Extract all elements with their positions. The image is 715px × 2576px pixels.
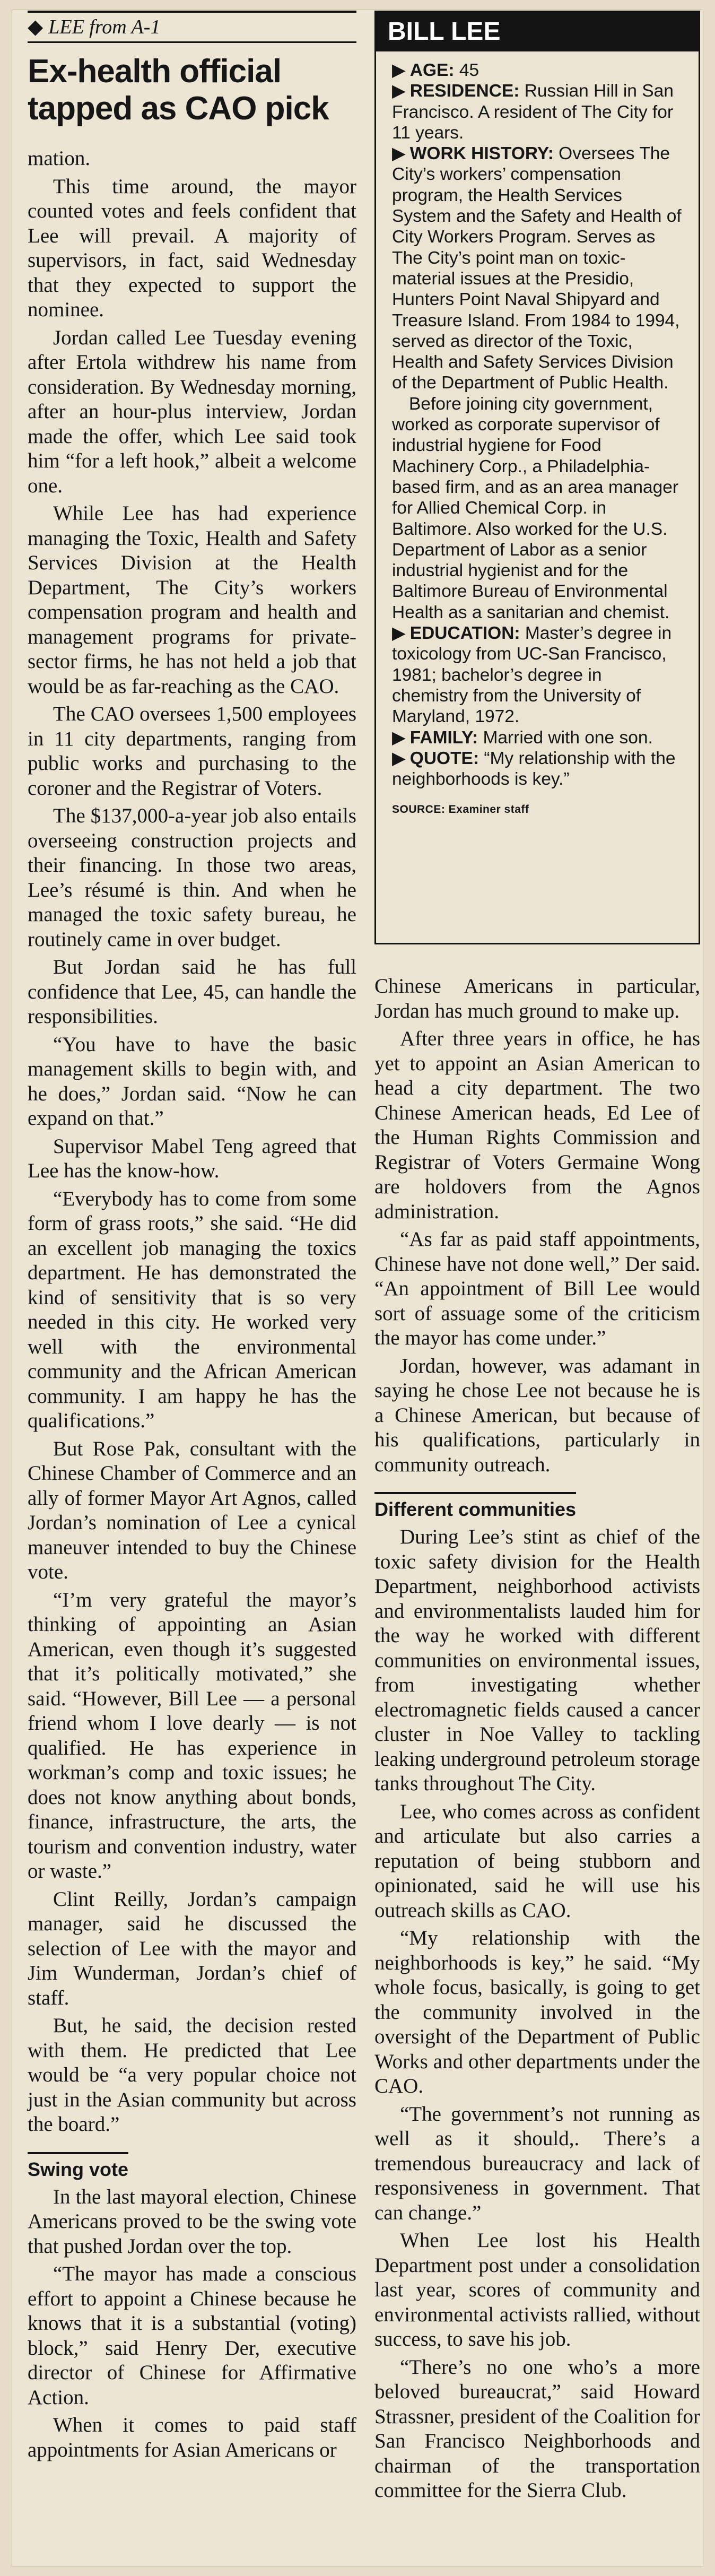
- fact-entry: [392, 60, 683, 81]
- triangle-bullet-icon: ▶: [392, 727, 406, 748]
- article-paragraph: When Lee lost his Health Department post under a consolidation last year, scores of community and environmental activists rallied, without success, to save his job.: [374, 2229, 700, 2351]
- fact-text: “My relationship with the neighborhoods is key.”: [392, 748, 676, 790]
- article-paragraph: “The government’s not running as well as it should,. There’s a tremendous bureaucracy and lack of responsiveness in government. That can change.”: [374, 2102, 700, 2224]
- article-paragraph: While Lee has had experience managing the Toxic, Health and Safety Services Division at the Health Department, The City’s workers compensation program and health and management programs for private-sector firms, he has not held a job that would be as far-reaching as the CAO.: [28, 502, 356, 698]
- fact-text: Married with one son.: [478, 727, 653, 748]
- fact-entry: [392, 81, 683, 143]
- fact-label: AGE:: [409, 60, 455, 80]
- fact-label: FAMILY:: [409, 727, 478, 748]
- article-paragraph: Supervisor Mabel Teng agreed that Lee has the know-how.: [28, 1134, 356, 1182]
- article-paragraph: “Everybody has to come from some form of grass roots,” she said. “He did an excellent job managing the toxics department. He has demonstrated the kind of sensitivity that is so very needed in this city. He worked very well with the environmental community and the African American community. I am happy he has the qualifications.”: [28, 1187, 356, 1432]
- article-paragraph: Clint Reilly, Jordan’s campaign manager, said he discussed the selection of Lee with the mayor and Jim Wunderman, Jordan’s chief of staff.: [28, 1887, 356, 2009]
- article-paragraph: “As far as paid staff appointments, Chinese have not done well,” Der said. “An appointment of Bill Lee would sort of assuage some of the criticism the mayor has come under.”: [374, 1228, 700, 1349]
- article-paragraph: Jordan, however, was adamant in saying he chose Lee not because he is a Chinese American, but because of his qualifications, particularly in community outreach.: [374, 1354, 700, 1476]
- source-credit: SOURCE: Examiner staff: [392, 803, 529, 816]
- article-paragraph: mation.: [28, 147, 91, 170]
- article-column-right: [374, 974, 700, 2506]
- fact-entry: [392, 748, 683, 790]
- work-history-continued: Before joining city government, worked as corporate supervisor of industrial hygiene for Food Machinery Corp., a Philadelphia-based firm, and as an area manager for Allied Chemical Corp. in Baltimore. Also worked for the U.S. Department of Labor as a senior industrial hygienist and for the Baltimore Bureau of Environmental Health as a sanitarian and chemist.: [392, 394, 679, 622]
- fact-label: RESIDENCE:: [409, 81, 520, 101]
- section-subhead: Swing vote: [28, 2152, 128, 2183]
- jump-kicker: [28, 11, 356, 43]
- article-paragraph: Chinese Americans in particular, Jordan has much ground to make up.: [374, 975, 700, 1022]
- article-paragraph: But, he said, the decision rested with them. He predicted that Lee would be “a very popular choice not just in the Asian community but across the board.”: [28, 2014, 356, 2136]
- fact-entry: [392, 623, 683, 727]
- article-paragraph: The CAO oversees 1,500 employees in 11 city departments, ranging from public works and purchasing to the coroner and the Registrar of Voters.: [28, 702, 356, 800]
- article-paragraph: During Lee’s stint as chief of the toxic safety division for the Health Department, neighborhood activists and environmentalists lauded him for the way he worked with different communities on environmental issues, from investigating whether electromagnetic fields caused a cancer cluster in Noe Valley to tackling leaking underground petroleum storage tanks throughout The City.: [374, 1525, 700, 1795]
- fact-box-body: [376, 51, 699, 820]
- article-paragraph: In the last mayoral election, Chinese Americans proved to be the swing vote that pushed Jordan over the top.: [28, 2185, 356, 2258]
- fact-label: WORK HISTORY:: [409, 144, 554, 164]
- triangle-bullet-icon: ▶: [392, 623, 406, 644]
- article-paragraph: “My relationship with the neighborhoods is key,” he said. “My whole focus, basically, is going to get the community involved in the oversight of the Department of Public Works and other departments under the CAO.: [374, 1927, 700, 2097]
- article-paragraph: Jordan called Lee Tuesday evening after Ertola withdrew his name from consideration. By Wednesday morning, after an hour-plus interview, Jordan made the offer, which Lee said took him “for a left hook,” albeit a welcome one.: [28, 326, 356, 497]
- fact-text: Oversees The City’s workers’ compensation program, the Health Services System and the Safety and Health of City Workers Program. Serves as The City’s point man on toxic-material issues at the Presidio, Hunters Point Naval Shipyard and Treasure Island. From 1984 to 1994, served as director of the Toxic, Health and Safety Services Division of the Department of Public Health.: [392, 144, 682, 393]
- triangle-bullet-icon: ▶: [392, 144, 406, 164]
- article-paragraph: But Jordan said he has full confidence that Lee, 45, can handle the responsibilities.: [28, 956, 356, 1028]
- fact-label: QUOTE:: [409, 748, 479, 768]
- fact-entry: [392, 143, 683, 394]
- fact-label: EDUCATION:: [409, 623, 520, 644]
- article-paragraph: But Rose Pak, consultant with the Chinese Chamber of Commerce and an ally of former Mayor Art Agnos, called Jordan’s nomination of Lee a cynical maneuver intended to buy the Chinese vote.: [28, 1437, 356, 1583]
- section-subhead: Different communities: [374, 1492, 576, 1523]
- fact-text: Master’s degree in toxicology from UC-San Francisco, 1981; bachelor’s degree in chemistry from the University of Maryland, 1972.: [392, 623, 672, 727]
- fact-list: [392, 60, 683, 394]
- triangle-bullet-icon: ▶: [392, 60, 406, 80]
- fact-entry: [392, 727, 683, 748]
- fact-text: Russian Hill in San Francisco. A resident of The City for 11 years.: [392, 81, 674, 143]
- article-paragraph: The $137,000-a-year job also entails overseeing construction projects and their financing. In those two areas, Lee’s résumé is thin. And when he managed the toxic safety bureau, he routinely came in over budget.: [28, 804, 356, 951]
- fact-text: 45: [454, 60, 479, 80]
- article-paragraph: “The mayor has made a conscious effort to appoint a Chinese because he knows that it is a substantial (voting) block,” said Henry Der, executive director of Chinese for Affirmative Action.: [28, 2262, 356, 2409]
- fact-list-continued: [392, 623, 683, 790]
- article-column-left: [28, 146, 356, 2466]
- diamond-icon: ◆: [28, 16, 43, 38]
- article-paragraph: After three years in office, he has yet to appoint an Asian American to head a city department. The two Chinese American heads, Ed Lee of the Human Rights Commission and Registrar of Voters Germaine Wong are holdovers from the Agnos administration.: [374, 1027, 700, 1223]
- fact-box-title: BILL LEE: [376, 12, 699, 51]
- headline: Ex-health official tapped as CAO pick: [28, 53, 329, 127]
- kicker-text: LEE from A-1: [48, 16, 161, 38]
- article-paragraph: Lee, who comes across as confident and articulate but also carries a reputation of being stubborn and opinionated, said he will use his outreach skills as CAO.: [374, 1800, 700, 1922]
- triangle-bullet-icon: ▶: [392, 748, 406, 768]
- triangle-bullet-icon: ▶: [392, 81, 406, 101]
- article-paragraph: This time around, the mayor counted votes and feels confident that Lee will prevail. A majority of supervisors, in fact, said Wednesday that they expected to support the nominee.: [28, 175, 356, 321]
- article-paragraph: “I’m very grateful the mayor’s thinking of appointing an Asian American, even though it’s suggested that it’s politically motivated,” she said. “However, Bill Lee — a personal friend whom I love dearly — is not qualified. He has experience in workman’s comp and toxic issues; he does not know anything about bonds, finance, infrastructure, the arts, the tourism and convention industry, water or waste.”: [28, 1588, 356, 1883]
- article-paragraph: “There’s no one who’s a more beloved bureaucrat,” said Howard Strassner, president of the Coalition for San Francisco Neighborhoods and chairman of the transportation committee for the Sierra Club.: [374, 2355, 700, 2502]
- article-paragraph: When it comes to paid staff appointments for Asian Americans or: [28, 2414, 356, 2461]
- fact-box: [374, 11, 700, 944]
- article-paragraph: “You have to have the basic management skills to begin with, and he does,” Jordan said. “Now he can expand on that.”: [28, 1033, 356, 1130]
